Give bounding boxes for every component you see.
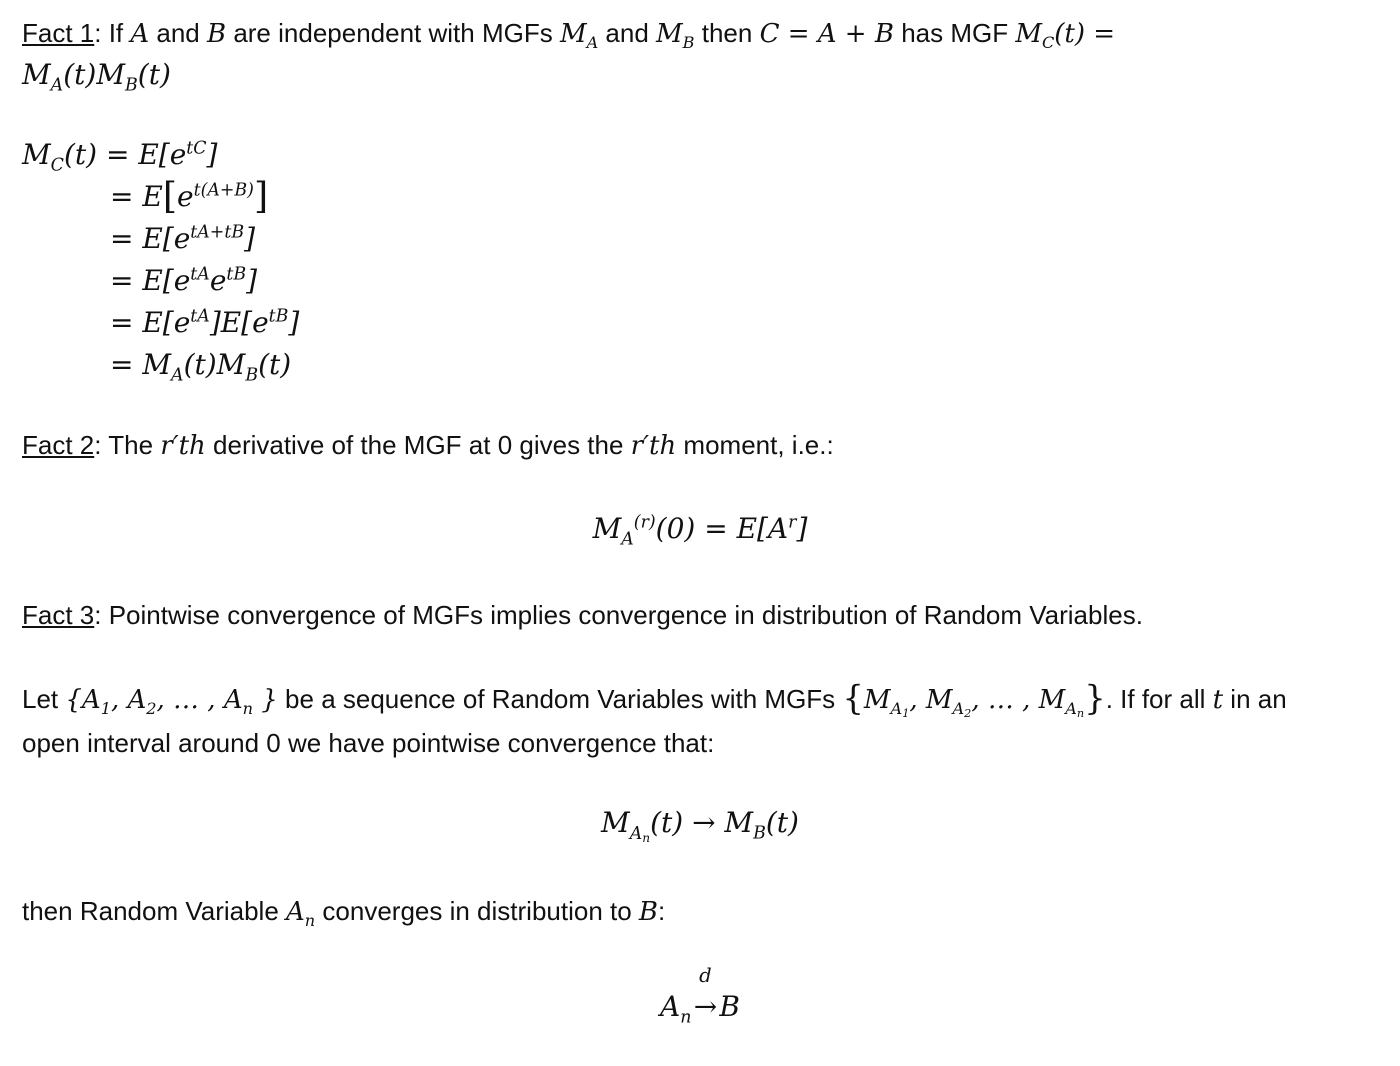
math-expr: ] — [796, 512, 808, 545]
math-var: M — [863, 685, 891, 715]
fact2-text: : The — [94, 430, 161, 460]
fact1-text: then — [694, 18, 760, 48]
then-line — [22, 894, 665, 929]
derivation-line5 — [110, 348, 292, 386]
math-expr: (t) = E[e — [63, 138, 187, 171]
math-expr: , … , M — [971, 685, 1066, 715]
math-subsub: n — [1076, 707, 1085, 720]
fact1-text: are independent with MGFs — [226, 18, 560, 48]
math-var: M — [601, 806, 630, 839]
para-text: . If for all — [1105, 684, 1213, 714]
fact1-label: Fact 1 — [22, 18, 95, 48]
math-expr: = M — [110, 348, 172, 381]
math-sub: B — [125, 75, 138, 96]
math-sup: (r) — [633, 512, 656, 533]
math-var: A — [130, 19, 150, 49]
math-sub: 1 — [100, 699, 111, 719]
math-expr: (t) — [765, 806, 799, 839]
fact3-text: : Pointwise convergence of MGFs implies convergence in distribution of Random Variables. — [94, 600, 1143, 630]
math-expr: ]E[e — [209, 306, 269, 339]
math-sub — [1065, 699, 1084, 718]
math-sub: B — [753, 823, 766, 844]
math-var: M — [22, 58, 51, 91]
convergence-equation — [0, 806, 1400, 845]
math-expr: ] — [288, 306, 300, 339]
derivation-line0 — [22, 138, 218, 176]
para-text: in an — [1223, 684, 1287, 714]
math-sup: tA+tB — [190, 222, 245, 243]
math-sub: A — [171, 365, 184, 386]
math-expr: = E[e — [110, 306, 191, 339]
derivation-line3 — [110, 264, 257, 297]
fact2-equation — [0, 512, 1400, 550]
math-sub: n — [304, 911, 316, 931]
math-var: B — [638, 897, 659, 927]
brace-close: } — [1084, 678, 1106, 718]
math-sub: C — [1041, 33, 1055, 53]
then-text: then Random Variable — [22, 896, 287, 926]
then-text: converges in distribution to — [315, 896, 639, 926]
math-sub — [630, 824, 650, 844]
math-sub: A — [952, 699, 965, 719]
math-sub: A — [629, 823, 643, 844]
para-line2: open interval around 0 we have pointwise convergence that: — [22, 728, 715, 758]
fact2-text: moment, i.e.: — [676, 430, 834, 460]
math-sub: 2 — [146, 699, 157, 719]
math-expr: {A — [65, 685, 101, 715]
fact1-text: has MGF — [893, 18, 1016, 48]
math-sub: A — [50, 75, 64, 96]
math-expr: e — [209, 264, 227, 297]
math-sub: n — [242, 699, 254, 719]
math-expr: (t) — [258, 348, 292, 381]
math-sup: tB — [226, 264, 247, 285]
math-expr: , M — [909, 685, 953, 715]
math-var: M — [1015, 19, 1042, 49]
math-sub: B — [682, 33, 695, 53]
math-sup: r — [788, 512, 797, 533]
math-sub — [953, 699, 972, 718]
math-relation: C = A + B — [759, 19, 894, 49]
fact1-line2 — [22, 58, 171, 96]
para-text: be a sequence of Random Variables with MGFs — [277, 684, 843, 714]
then-text: : — [658, 896, 666, 926]
derivation-line1 — [110, 173, 269, 217]
math-expr: ] — [246, 264, 258, 297]
math-expr: , … , A — [156, 685, 243, 715]
math-sup: tB — [268, 306, 289, 327]
para-text: Let — [22, 684, 66, 714]
math-sup: tA — [190, 264, 210, 285]
arrow-icon: → — [693, 990, 718, 1023]
math-sub: A — [621, 529, 634, 550]
math-expr: e — [177, 180, 194, 213]
math-subsub: 1 — [902, 707, 910, 720]
para-line1 — [22, 678, 1287, 720]
math-expr: r′th — [630, 431, 677, 461]
math-sub: C — [50, 155, 64, 176]
math-expr: ] — [206, 138, 218, 171]
math-expr: (0) = E[A — [655, 512, 789, 545]
math-var: B — [719, 990, 740, 1023]
math-var: M — [592, 512, 622, 545]
math-sub — [891, 699, 910, 718]
math-var: t — [1212, 685, 1224, 715]
math-expr: (t) — [137, 58, 171, 91]
math-expr: (t) → M — [650, 806, 754, 839]
derivation-line4 — [110, 306, 299, 339]
math-expr: } — [253, 685, 278, 715]
math-expr: ] — [244, 222, 256, 255]
math-expr: r′th — [160, 431, 206, 461]
math-sub: A — [890, 699, 903, 719]
math-subsub: n — [642, 830, 651, 845]
math-var: A — [286, 897, 305, 927]
fact2-label: Fact 2 — [22, 430, 95, 460]
fact1-text: and — [149, 18, 207, 48]
fact1-line1 — [22, 16, 1115, 51]
fact2-text: derivative of the MGF at 0 gives the — [205, 430, 631, 460]
bracket-close: ] — [253, 173, 269, 217]
arrow-label: d — [699, 964, 712, 987]
fact1-text: and — [598, 18, 657, 48]
math-expr: , A — [110, 685, 147, 715]
math-var: A — [660, 990, 681, 1023]
math-subsub: 2 — [964, 707, 972, 720]
math-sub: A — [586, 33, 599, 53]
fact2-line — [22, 428, 834, 463]
math-sub: n — [680, 1007, 692, 1028]
math-sup: t(A+B) — [193, 180, 254, 201]
bracket-open: [ — [162, 173, 178, 217]
fact1-text: : If — [94, 18, 131, 48]
math-var: M — [559, 19, 587, 49]
math-expr: = E[e — [110, 264, 191, 297]
fact3-label: Fact 3 — [22, 600, 95, 630]
derivation-line2 — [110, 222, 255, 255]
math-sup: tA — [190, 306, 210, 327]
brace-open: { — [842, 678, 864, 718]
math-var: M — [656, 19, 683, 49]
math-var: B — [206, 19, 227, 49]
convergence-arrow — [691, 964, 719, 1023]
math-expr: (t) = — [1054, 19, 1116, 49]
math-expr: (t)M — [183, 348, 246, 381]
math-expr: = E[e — [110, 222, 191, 255]
math-sub: A — [1065, 699, 1077, 719]
math-sup: tC — [186, 138, 207, 159]
math-sub: B — [245, 365, 259, 386]
math-expr: = E — [110, 180, 163, 213]
math-expr: (t)M — [63, 58, 125, 91]
math-var: M — [22, 138, 51, 171]
distribution-equation — [0, 964, 1400, 1028]
fact3-line — [22, 598, 1143, 632]
